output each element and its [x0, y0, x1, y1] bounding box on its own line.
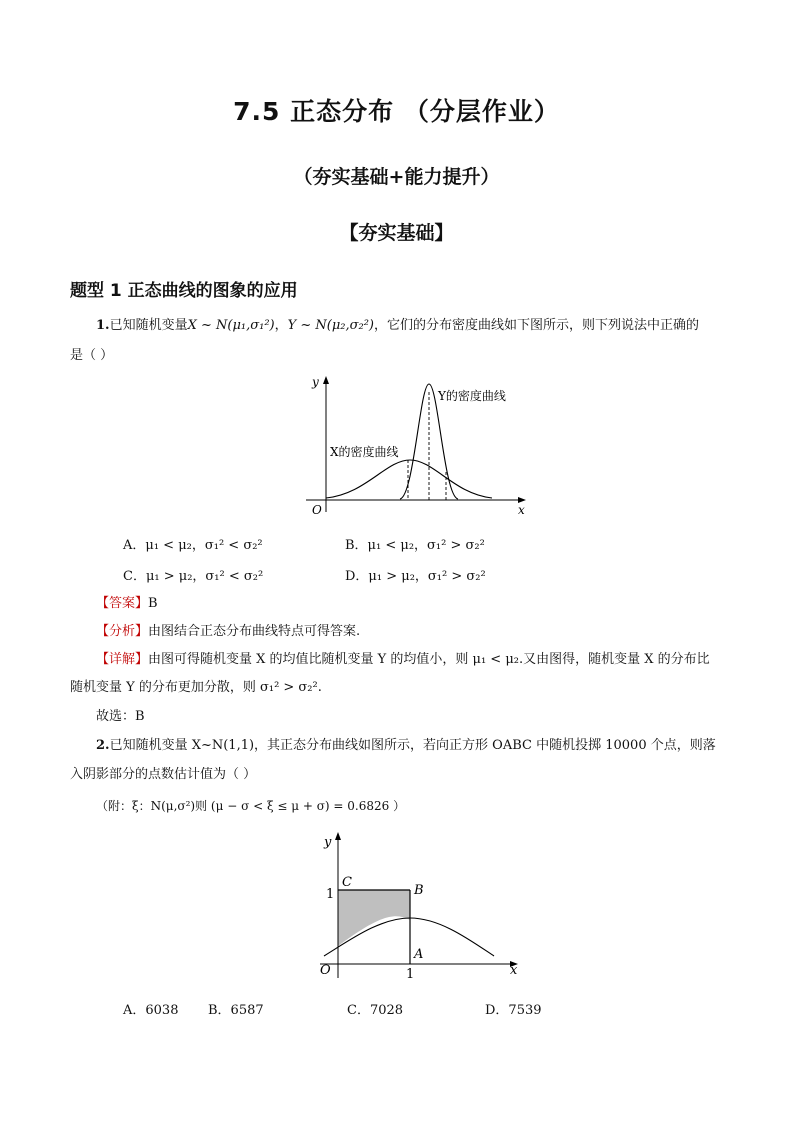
page-title: 7.5 正态分布 （分层作业） — [233, 97, 560, 126]
q1-comma: ， — [274, 318, 288, 333]
q1-analysis: 由图结合正态分布曲线特点可得答案. — [148, 624, 361, 639]
q2-option-b: B．6587 — [208, 1003, 264, 1018]
q2-square-figure — [310, 828, 530, 980]
q1-detail-line2: 随机变量 Y 的分布更加分散，则 σ₁² > σ₂². — [70, 680, 322, 695]
q2-option-d: D．7539 — [485, 1003, 542, 1018]
q2-point-c: C — [342, 875, 352, 890]
q1-x-label: x — [518, 503, 525, 517]
q2-tick-x: 1 — [406, 967, 415, 980]
q2-x-label: x — [510, 963, 518, 978]
q1-y-arrow — [323, 376, 329, 384]
question-type-heading: 题型 1 正态曲线的图象的应用 — [70, 281, 298, 301]
q1-option-a: A．μ₁ < μ₂，σ₁² < σ₂² — [123, 538, 263, 553]
q1-number: 1. — [96, 318, 110, 333]
q1-x-curve-label: X的密度曲线 — [330, 445, 399, 459]
q1-choice: B — [135, 709, 145, 724]
q2-stem-line1 — [96, 736, 716, 756]
q2-tick-y: 1 — [326, 887, 335, 902]
q1-analysis-tag: 【分析】 — [96, 624, 149, 639]
q1-density-figure — [296, 372, 536, 520]
q1-detail-tag: 【详解】 — [96, 652, 149, 667]
q1-detail-line1 — [96, 650, 710, 670]
q1-stem-line1 — [96, 316, 699, 336]
q1-math-y: Y ~ N(μ₂,σ₂²) — [287, 318, 374, 333]
q1-option-b: B．μ₁ < μ₂，σ₁² > σ₂² — [345, 538, 485, 553]
q1-answer: B — [148, 596, 158, 611]
q1-option-c: C．μ₁ > μ₂，σ₁² < σ₂² — [123, 569, 264, 584]
q1-analysis-line — [96, 622, 360, 642]
q1-stem-a: 已知随机变量 — [109, 318, 188, 333]
q2-y-label: y — [324, 835, 332, 850]
q2-origin-label: O — [320, 963, 331, 978]
q2-point-a: A — [414, 947, 424, 962]
q2-point-b: B — [414, 883, 424, 898]
page-subtitle: （夯实基础+能力提升） — [293, 166, 500, 188]
q2-stem-line2: 入阴影部分的点数估计值为（ ） — [70, 767, 257, 782]
q1-detail-1: 由图可得随机变量 X 的均值比随机变量 Y 的均值小，则 μ₁ < μ₂.又由图得，随机变量 X 的分布比 — [148, 652, 710, 667]
q1-y-curve-label: Y的密度曲线 — [438, 389, 506, 403]
q1-answer-tag: 【答案】 — [96, 596, 149, 611]
q2-note: （附：ξ：N(μ,σ²)则 (μ − σ < ξ ≤ μ + σ) = 0.6826 ） — [96, 799, 406, 813]
q1-choice-prefix: 故选： — [96, 709, 136, 724]
q2-number: 2. — [96, 738, 110, 753]
q2-option-c: C．7028 — [347, 1003, 404, 1018]
q2-option-a: A．6038 — [123, 1003, 179, 1018]
q1-y-label: y — [312, 375, 319, 389]
q1-option-d: D．μ₁ > μ₂，σ₁² > σ₂² — [345, 569, 486, 584]
section-heading: 【夯实基础】 — [339, 222, 454, 244]
q1-math-x: X ~ N(μ₁,σ₁²) — [187, 318, 275, 333]
q2-stem-1: 已知随机变量 X~N(1,1)，其正态分布曲线如图所示，若向正方形 OABC 中随机投掷 10000 个点，则落 — [109, 738, 716, 753]
q1-origin-label: O — [312, 503, 322, 517]
q1-answer-line — [96, 594, 158, 614]
q1-choice-line — [96, 707, 145, 727]
q2-y-arrow — [335, 832, 341, 840]
q1-stem-line2: 是（ ） — [70, 348, 114, 363]
q1-stem-b: ，它们的分布密度曲线如下图所示，则下列说法中正确的 — [374, 318, 700, 333]
